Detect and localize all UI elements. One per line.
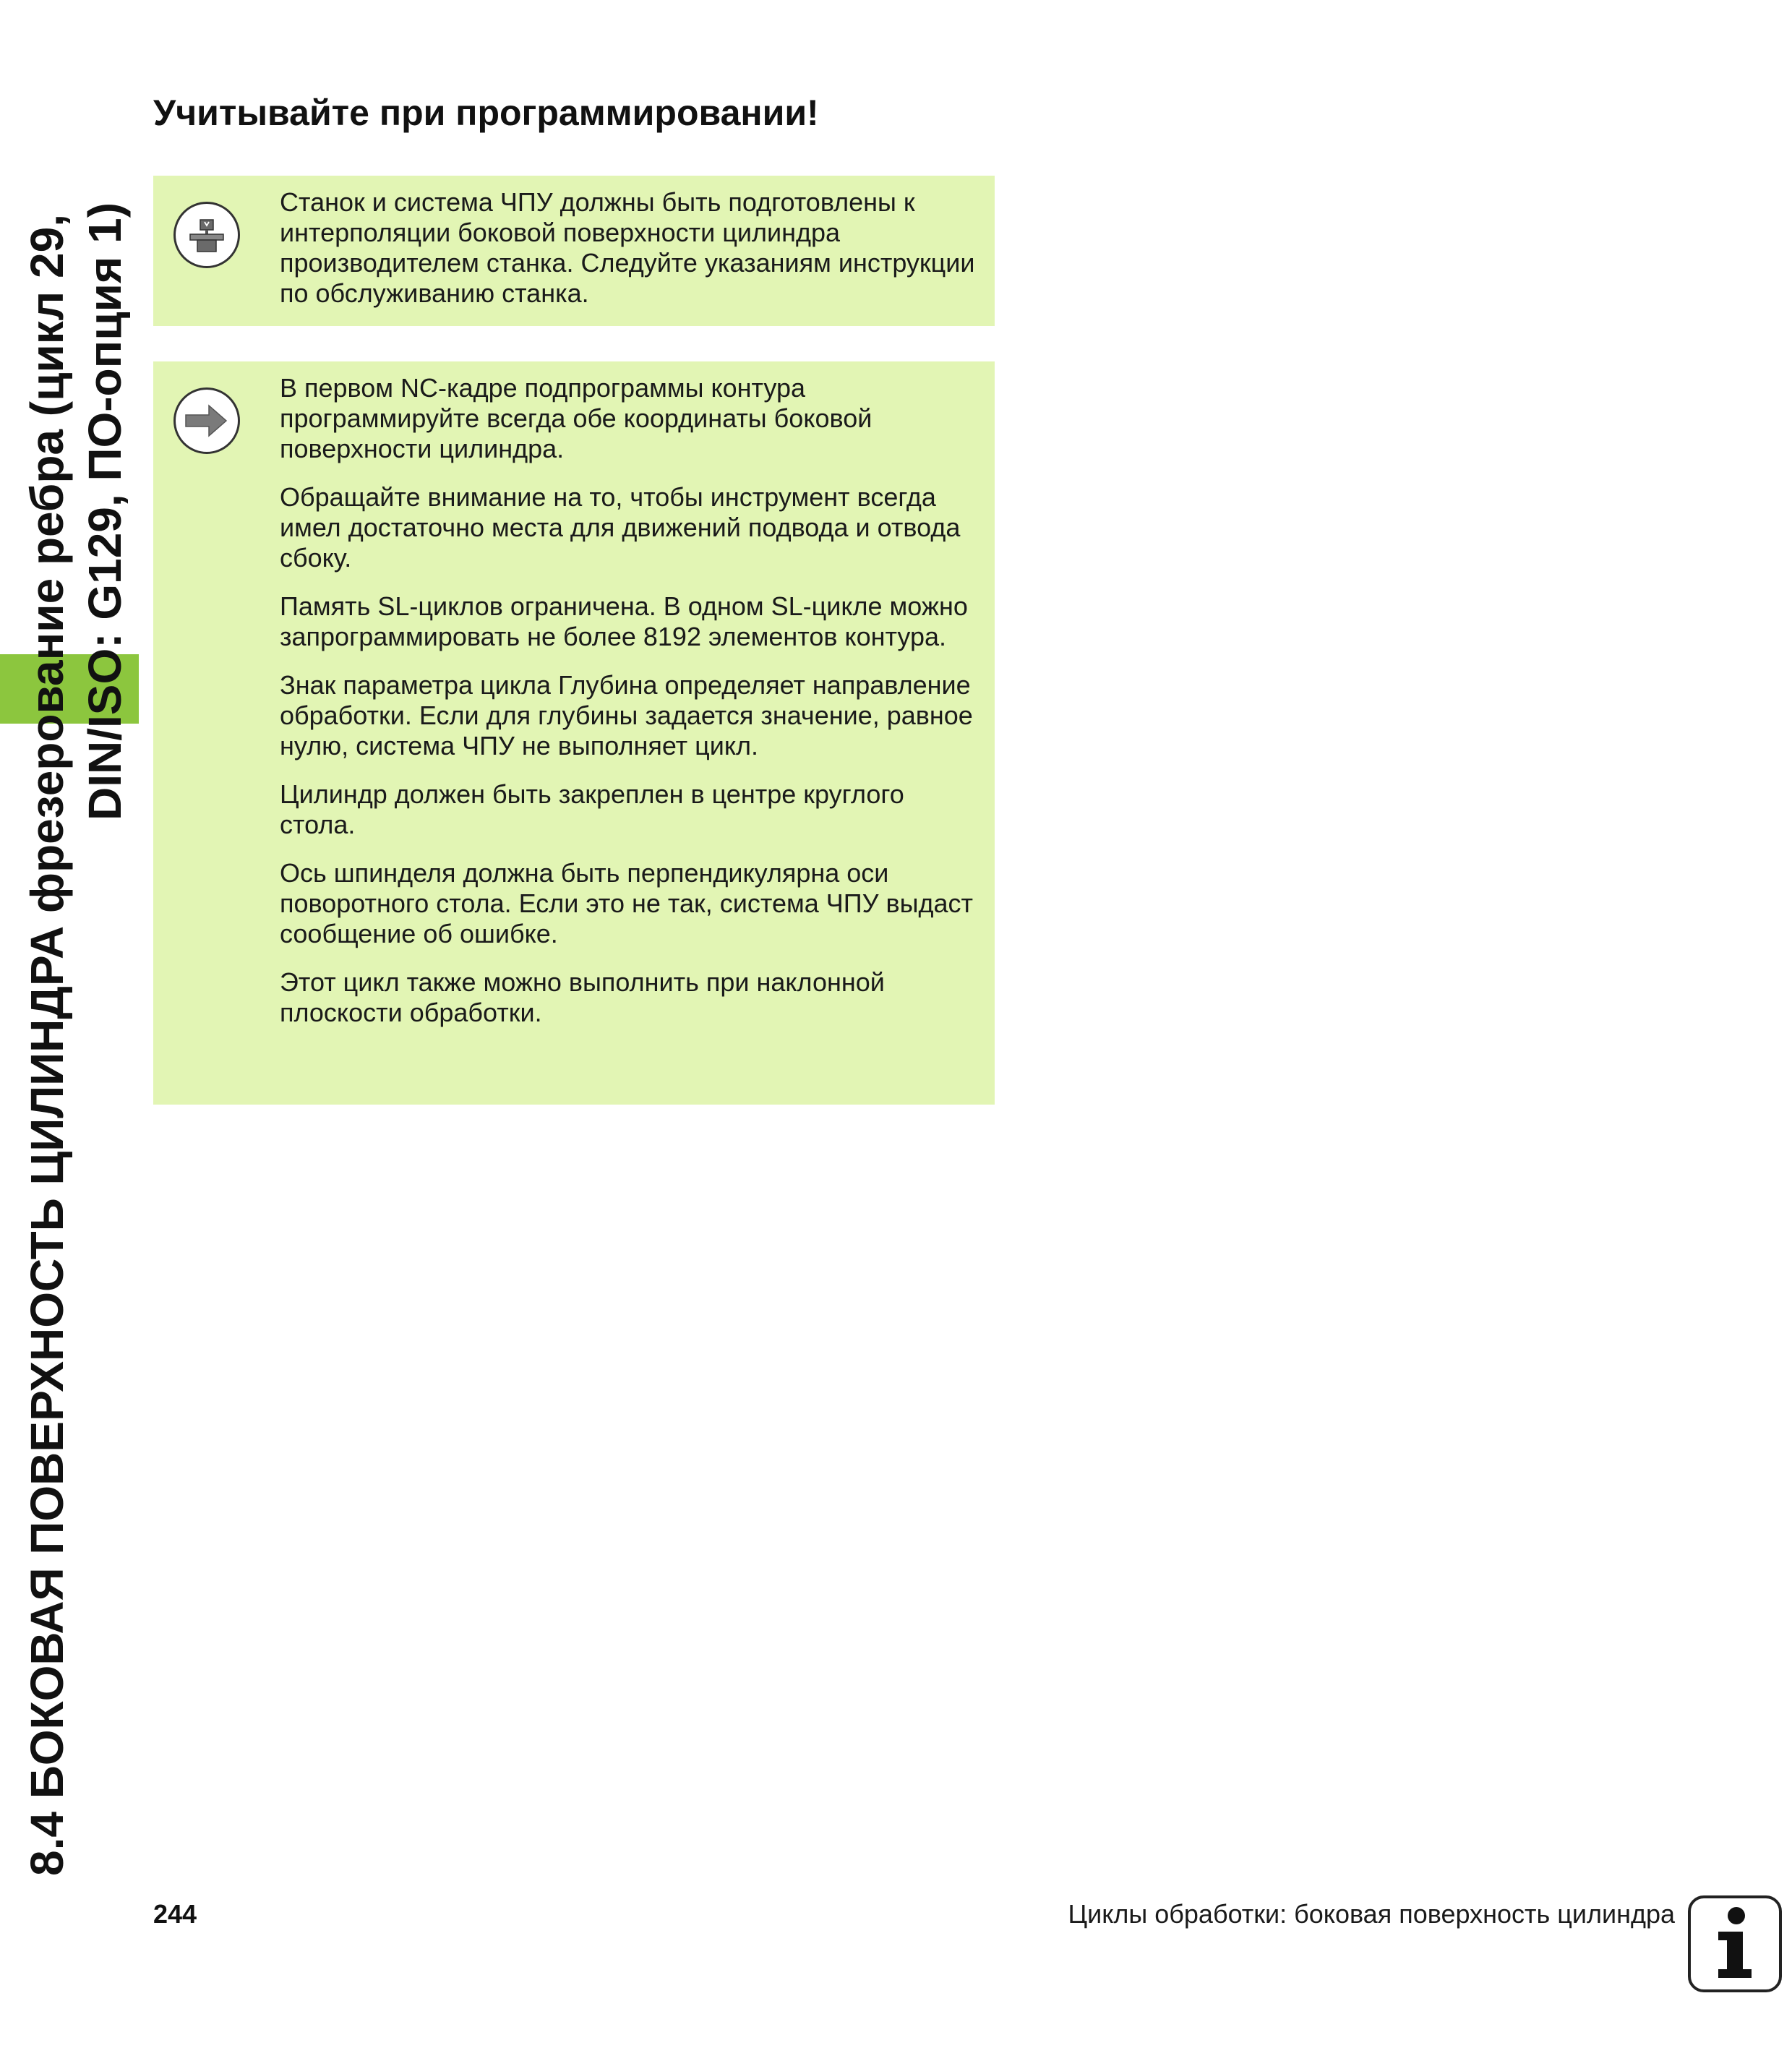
note-paragraph: Обращайте внимание на то, чтобы инструмент всегда имел достаточно места для движений подвода и отвода сбоку. xyxy=(280,482,961,573)
machine-note-box xyxy=(153,176,995,326)
programming-note-box xyxy=(153,361,995,1105)
note-paragraph: Знак параметра цикла Глубина определяет направление обработки. Если для глубины задается значение, равное нулю, система ЧПУ не выполняет цикл. xyxy=(280,670,973,760)
chapter-title-line-1: 8.4 БОКОВАЯ ПОВЕРХНОСТЬ ЦИЛИНДРА фрезерование ребра (цикл 29, xyxy=(21,213,73,1876)
info-icon[interactable] xyxy=(1688,1895,1782,1992)
machine-note-text xyxy=(280,187,977,309)
page-number: 244 xyxy=(153,1899,197,1929)
arrow-right-icon xyxy=(173,387,240,454)
note-paragraph: В первом NC-кадре подпрограммы контура программируйте всегда обе координаты боковой поверхности цилиндра. xyxy=(280,373,873,463)
note-paragraph: Ось шпинделя должна быть перпендикулярна оси поворотного стола. Если это не так, система ЧПУ выдаст сообщение об ошибке. xyxy=(280,858,974,948)
programming-note-text xyxy=(280,373,977,1028)
footer-chapter-title: Циклы обработки: боковая поверхность цилиндра xyxy=(1068,1899,1675,1929)
note-paragraph: Память SL-циклов ограничена. В одном SL-цикле можно запрограммировать не более 8192 элементов контура. xyxy=(280,591,968,651)
chapter-side-heading xyxy=(0,0,152,2048)
machine-icon xyxy=(173,202,240,268)
section-heading: Учитывайте при программировании! xyxy=(153,93,819,133)
note-paragraph: Цилиндр должен быть закреплен в центре круглого стола. xyxy=(280,779,904,839)
note-paragraph: Этот цикл также можно выполнить при наклонной плоскости обработки. xyxy=(280,967,885,1027)
chapter-title-line-2: DIN/ISO: G129, ПО-опция 1) xyxy=(79,202,131,821)
machine-note-paragraph: Станок и система ЧПУ должны быть подготовлены к интерполяции боковой поверхности цилиндра производителем станка. Следуйте указаниям инструкции по обслуживанию станка. xyxy=(280,187,975,308)
chapter-title xyxy=(14,112,137,1919)
